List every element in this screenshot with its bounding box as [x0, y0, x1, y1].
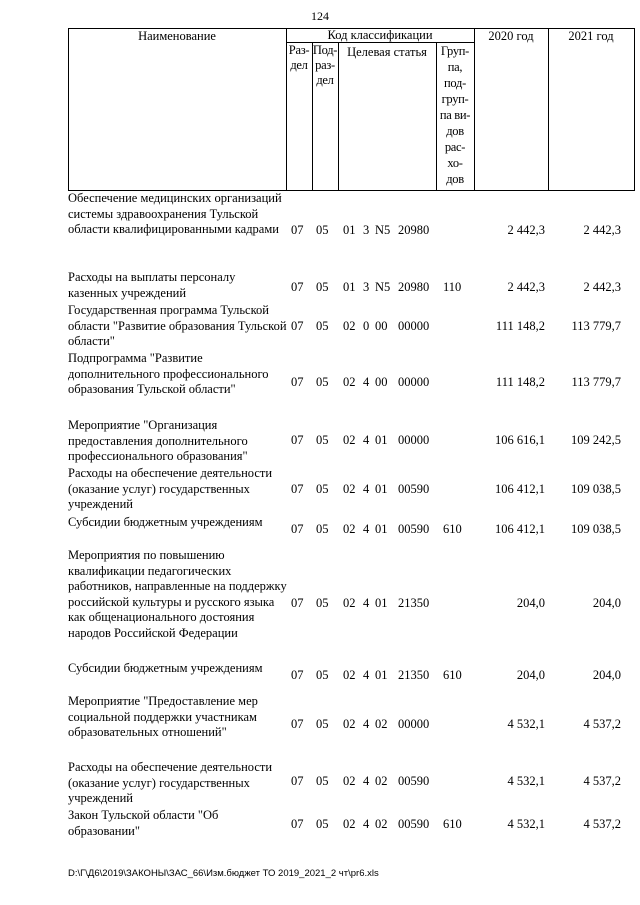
header-code: Код классификации [327, 28, 433, 42]
cell-2021: 4 537,2 [583, 717, 621, 731]
cell-cs2: 0 [363, 319, 370, 333]
cell-cs1: 01 [343, 280, 356, 294]
cell-cs4: 21350 [398, 596, 430, 610]
cell-rz: 07 [291, 522, 304, 536]
row-name: Государственная программа Тульской области "Развитие образования Тульской области" [68, 303, 287, 349]
cell-2020: 111 148,2 [495, 375, 545, 389]
row-name: Мероприятие "Предоставление мер социальной поддержки участникам образовательных отношений" [68, 694, 258, 740]
cell-rz: 07 [291, 717, 304, 731]
cell-2020: 4 532,1 [507, 774, 545, 788]
cell-cs3: 01 [375, 668, 388, 682]
cell-rz: 07 [291, 596, 304, 610]
cell-2020: 111 148,2 [495, 319, 545, 333]
cell-cs3: 02 [375, 817, 388, 831]
cell-vr: 610 [443, 668, 462, 682]
cell-pr: 05 [316, 319, 329, 333]
row-name: Мероприятия по повышению квалификации педагогических работников, направленные на поддержку российской культуры и русского языка как общенационального достояния народов Российской Федерации [68, 548, 287, 640]
cell-2021: 204,0 [592, 668, 621, 682]
cell-cs3: 02 [375, 774, 388, 788]
cell-cs3: 01 [375, 596, 388, 610]
cell-cs3: 00 [375, 319, 388, 333]
row-name: Расходы на выплаты персоналу казенных учреждений [68, 270, 236, 300]
cell-pr: 05 [316, 223, 329, 237]
cell-cs4: 00590 [398, 817, 430, 831]
cell-cs3: 00 [375, 375, 388, 389]
cell-pr: 05 [316, 717, 329, 731]
cell-2021: 2 442,3 [583, 280, 621, 294]
cell-cs1: 02 [343, 482, 356, 496]
cell-rz: 07 [291, 319, 304, 333]
cell-cs1: 01 [343, 223, 356, 237]
cell-2021: 113 779,7 [571, 375, 621, 389]
cell-cs3: 02 [375, 717, 388, 731]
cell-pr: 05 [316, 817, 329, 831]
cell-cs3: N5 [375, 223, 391, 237]
cell-rz: 07 [291, 433, 304, 447]
cell-cs4: 20980 [398, 223, 430, 237]
cell-pr: 05 [316, 774, 329, 788]
cell-cs4: 00000 [398, 717, 430, 731]
cell-vr: 610 [443, 522, 462, 536]
cell-rz: 07 [291, 375, 304, 389]
cell-rz: 07 [291, 280, 304, 294]
row-name: Расходы на обеспечение деятельности (оказание услуг) государственных учреждений [68, 760, 273, 806]
cell-cs2: 4 [363, 817, 370, 831]
cell-cs1: 02 [343, 668, 356, 682]
cell-pr: 05 [316, 596, 329, 610]
cell-2021: 4 537,2 [583, 817, 621, 831]
cell-rz: 07 [291, 817, 304, 831]
cell-2021: 109 038,5 [571, 482, 621, 496]
cell-rz: 07 [291, 223, 304, 237]
cell-2020: 2 442,3 [507, 223, 545, 237]
cell-cs3: 01 [375, 433, 388, 447]
cell-rz: 07 [291, 482, 304, 496]
header-name: Наименование [138, 29, 216, 43]
cell-pr: 05 [316, 375, 329, 389]
cell-2021: 2 442,3 [583, 223, 621, 237]
cell-cs1: 02 [343, 433, 356, 447]
cell-cs4: 21350 [398, 668, 430, 682]
cell-2020: 106 412,1 [495, 522, 545, 536]
cell-cs1: 02 [343, 522, 356, 536]
cell-pr: 05 [316, 280, 329, 294]
cell-2020: 2 442,3 [507, 280, 545, 294]
cell-cs1: 02 [343, 817, 356, 831]
cell-cs1: 02 [343, 375, 356, 389]
header-group: Груп- па, под- груп- па ви- дов рас- хо- дов [439, 44, 471, 186]
cell-2021: 204,0 [592, 596, 621, 610]
cell-cs2: 4 [363, 375, 370, 389]
cell-cs2: 3 [363, 223, 370, 237]
cell-cs4: 00590 [398, 482, 430, 496]
cell-2021: 113 779,7 [571, 319, 621, 333]
cell-rz: 07 [291, 774, 304, 788]
cell-cs2: 4 [363, 668, 370, 682]
cell-cs4: 00000 [398, 319, 430, 333]
row-name: Закон Тульской области "Об образовании" [68, 808, 219, 838]
cell-cs1: 02 [343, 717, 356, 731]
cell-cs1: 02 [343, 774, 356, 788]
cell-cs4: 20980 [398, 280, 430, 294]
cell-cs3: 01 [375, 482, 388, 496]
cell-2021: 4 537,2 [583, 774, 621, 788]
cell-cs2: 4 [363, 596, 370, 610]
cell-2020: 4 532,1 [507, 717, 545, 731]
cell-rz: 07 [291, 668, 304, 682]
cell-2020: 4 532,1 [507, 817, 545, 831]
row-name: Обеспечение медицинских организаций системы здравоохранения Тульской области квалифицированными кадрами [68, 191, 282, 237]
cell-pr: 05 [316, 522, 329, 536]
cell-2020: 204,0 [516, 596, 545, 610]
cell-vr: 110 [443, 280, 462, 294]
cell-cs2: 4 [363, 774, 370, 788]
cell-2020: 106 616,1 [495, 433, 545, 447]
row-name: Расходы на обеспечение деятельности (оказание услуг) государственных учреждений [68, 466, 273, 512]
cell-pr: 05 [316, 482, 329, 496]
cell-pr: 05 [316, 668, 329, 682]
row-name: Субсидии бюджетным учреждениям [68, 661, 263, 675]
cell-vr: 610 [443, 817, 462, 831]
cell-cs4: 00590 [398, 774, 430, 788]
header-podrazdel: Под- раз- дел [312, 43, 338, 87]
cell-cs4: 00590 [398, 522, 430, 536]
cell-2021: 109 242,5 [571, 433, 621, 447]
cell-cs4: 00000 [398, 375, 430, 389]
cell-2020: 106 412,1 [495, 482, 545, 496]
header-2021: 2021 год [568, 29, 614, 43]
cell-cs3: 01 [375, 522, 388, 536]
row-name: Субсидии бюджетным учреждениям [68, 515, 263, 529]
header-target: Целевая статья [347, 45, 427, 59]
header-2020: 2020 год [488, 29, 534, 43]
page-number: 124 [311, 9, 329, 23]
cell-pr: 05 [316, 433, 329, 447]
header-razdel: Раз- дел [288, 43, 310, 72]
row-name: Подпрограмма "Развитие дополнительного профессионального образования Тульской области" [68, 351, 269, 397]
cell-cs2: 4 [363, 433, 370, 447]
cell-cs1: 02 [343, 596, 356, 610]
cell-cs4: 00000 [398, 433, 430, 447]
cell-2021: 109 038,5 [571, 522, 621, 536]
row-name: Мероприятие "Организация предоставления дополнительного профессионального образования" [68, 418, 248, 464]
cell-cs3: N5 [375, 280, 391, 294]
cell-2020: 204,0 [516, 668, 545, 682]
cell-cs2: 4 [363, 482, 370, 496]
cell-cs2: 4 [363, 717, 370, 731]
file-path-footer: D:\Г\Д6\2019\ЗАКОНЫ\ЗАС_66\Изм.бюджет ТО 2019_2021_2 чт\pr6.xls [68, 868, 379, 879]
cell-cs2: 4 [363, 522, 370, 536]
cell-cs2: 3 [363, 280, 370, 294]
cell-cs1: 02 [343, 319, 356, 333]
